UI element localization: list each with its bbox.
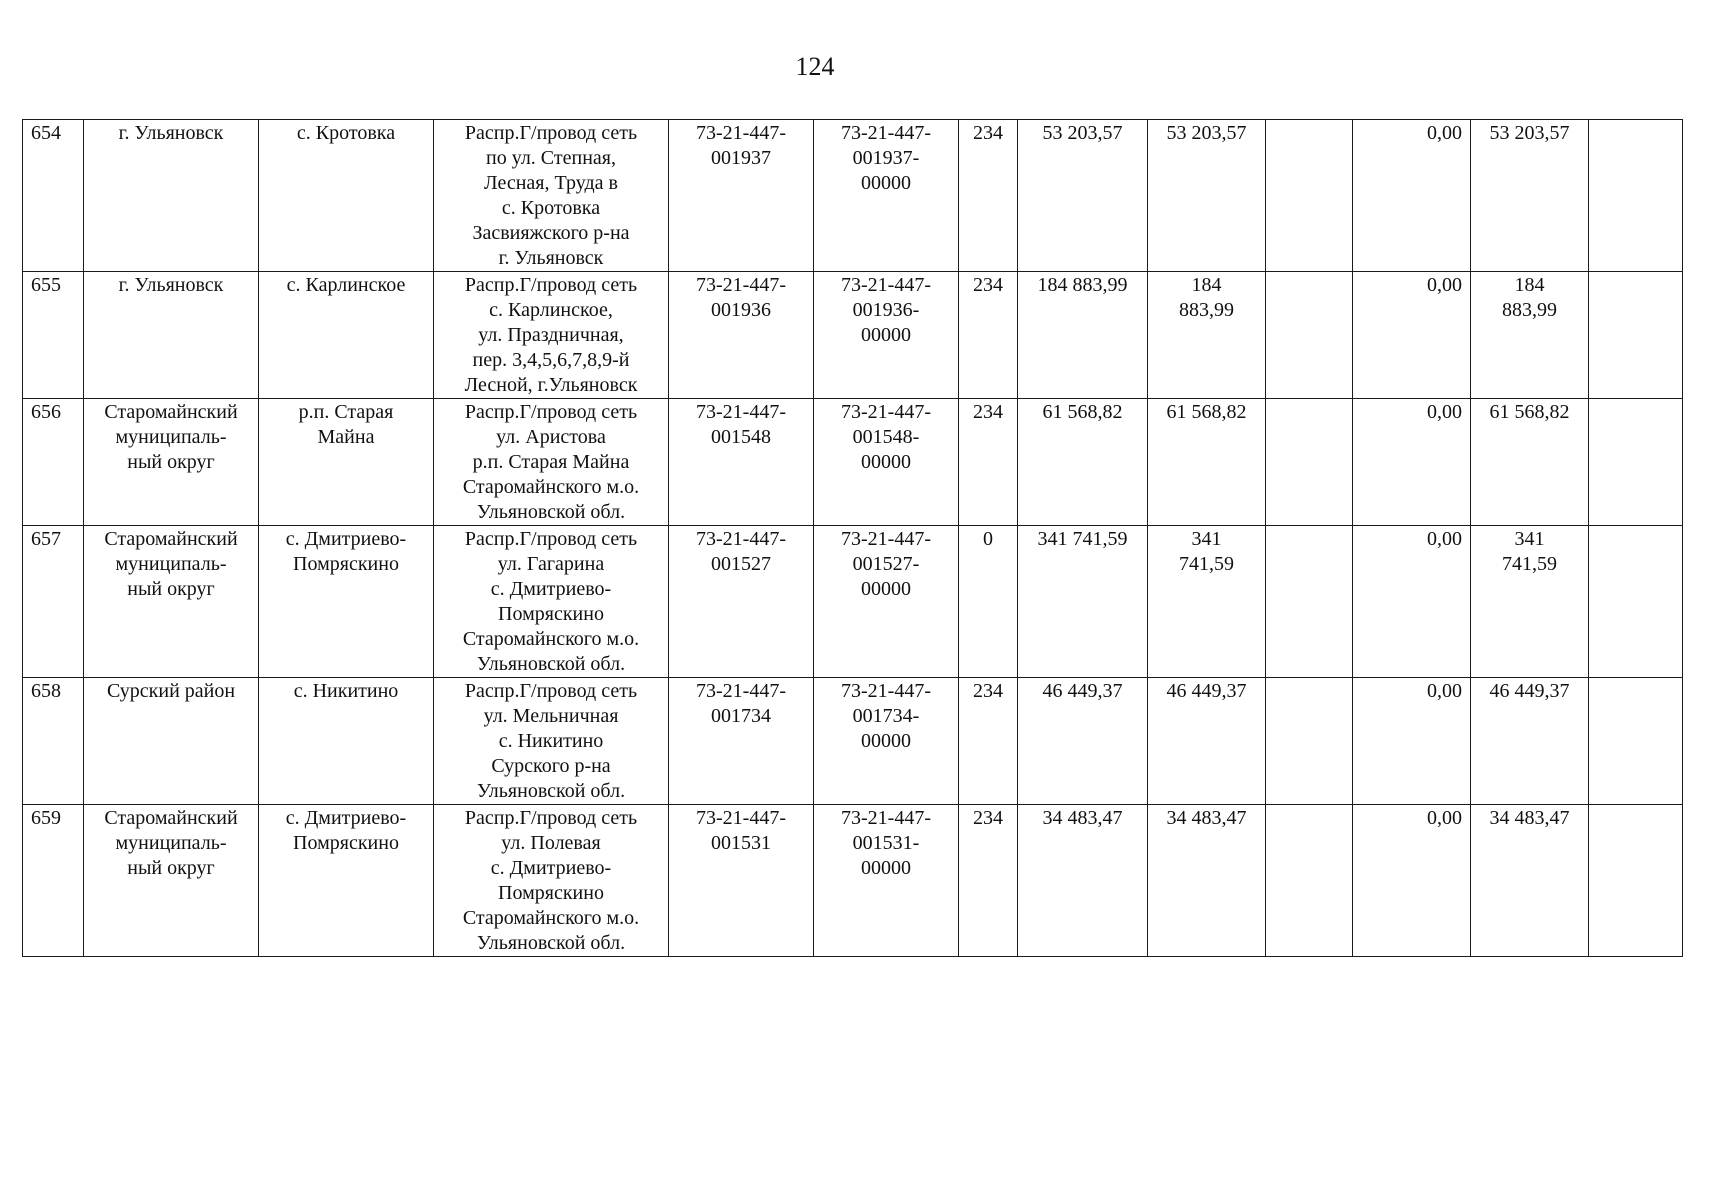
cell-inventory-number: 73-21-447- 001527	[669, 526, 814, 678]
cell-amortization: 61 568,82	[1148, 399, 1266, 526]
table-row	[23, 678, 1683, 805]
cell-initial-cost: 53 203,57	[1018, 120, 1148, 272]
cell-empty	[1589, 805, 1683, 957]
cell-inventory-number: 73-21-447- 001548	[669, 399, 814, 526]
table-row	[23, 805, 1683, 957]
table-row	[23, 272, 1683, 399]
cell-residual-value: 0,00	[1353, 120, 1471, 272]
cell-residual-value: 0,00	[1353, 805, 1471, 957]
table-row	[23, 120, 1683, 272]
cell-extra	[1266, 805, 1353, 957]
cell-amortization: 46 449,37	[1148, 678, 1266, 805]
cell-amortization: 34 483,47	[1148, 805, 1266, 957]
cell-total: 61 568,82	[1471, 399, 1589, 526]
cell-total: 34 483,47	[1471, 805, 1589, 957]
cell-amortization: 53 203,57	[1148, 120, 1266, 272]
cell-locality: с. Кротовка	[259, 120, 434, 272]
cell-number: 657	[23, 526, 84, 678]
cell-extra	[1266, 272, 1353, 399]
cell-code: 234	[959, 805, 1018, 957]
cell-object-name: Распр.Г/провод сеть ул. Мельничная с. Никитино Сурского р-на Ульяновской обл.	[434, 678, 669, 805]
cell-locality: с. Дмитриево- Помряскино	[259, 805, 434, 957]
cell-district: Старомайнский муниципаль- ный округ	[84, 526, 259, 678]
cell-code: 234	[959, 678, 1018, 805]
cell-object-name: Распр.Г/провод сеть ул. Полевая с. Дмитриево- Помряскино Старомайнского м.о. Ульяновской обл.	[434, 805, 669, 957]
cell-number: 655	[23, 272, 84, 399]
cell-residual-value: 0,00	[1353, 678, 1471, 805]
table-row	[23, 526, 1683, 678]
property-registry-table	[22, 119, 1683, 957]
cell-card-number: 73-21-447- 001531- 00000	[814, 805, 959, 957]
cell-locality: с. Карлинское	[259, 272, 434, 399]
cell-number: 659	[23, 805, 84, 957]
cell-empty	[1589, 399, 1683, 526]
cell-object-name: Распр.Г/провод сеть с. Карлинское, ул. Праздничная, пер. 3,4,5,6,7,8,9-й Лесной, г.Ульяновск	[434, 272, 669, 399]
cell-object-name: Распр.Г/провод сеть ул. Гагарина с. Дмитриево- Помряскино Старомайнского м.о. Ульяновской обл.	[434, 526, 669, 678]
cell-number: 656	[23, 399, 84, 526]
cell-initial-cost: 341 741,59	[1018, 526, 1148, 678]
cell-initial-cost: 46 449,37	[1018, 678, 1148, 805]
cell-initial-cost: 184 883,99	[1018, 272, 1148, 399]
cell-amortization: 184 883,99	[1148, 272, 1266, 399]
cell-district: Старомайнский муниципаль- ный округ	[84, 399, 259, 526]
cell-empty	[1589, 120, 1683, 272]
cell-district: Сурский район	[84, 678, 259, 805]
cell-empty	[1589, 678, 1683, 805]
cell-locality: р.п. Старая Майна	[259, 399, 434, 526]
cell-number: 658	[23, 678, 84, 805]
cell-residual-value: 0,00	[1353, 526, 1471, 678]
cell-code: 0	[959, 526, 1018, 678]
cell-total: 184 883,99	[1471, 272, 1589, 399]
page-number: 124	[795, 52, 835, 81]
cell-total: 53 203,57	[1471, 120, 1589, 272]
cell-locality: с. Никитино	[259, 678, 434, 805]
cell-total: 341 741,59	[1471, 526, 1589, 678]
cell-card-number: 73-21-447- 001937- 00000	[814, 120, 959, 272]
cell-code: 234	[959, 399, 1018, 526]
cell-object-name: Распр.Г/провод сеть по ул. Степная, Лесная, Труда в с. Кротовка Засвияжского р-на г. Ульяновск	[434, 120, 669, 272]
cell-inventory-number: 73-21-447- 001936	[669, 272, 814, 399]
cell-locality: с. Дмитриево- Помряскино	[259, 526, 434, 678]
cell-code: 234	[959, 272, 1018, 399]
cell-empty	[1589, 526, 1683, 678]
cell-total: 46 449,37	[1471, 678, 1589, 805]
cell-card-number: 73-21-447- 001936- 00000	[814, 272, 959, 399]
cell-card-number: 73-21-447- 001527- 00000	[814, 526, 959, 678]
cell-extra	[1266, 526, 1353, 678]
cell-extra	[1266, 120, 1353, 272]
cell-card-number: 73-21-447- 001734- 00000	[814, 678, 959, 805]
cell-initial-cost: 61 568,82	[1018, 399, 1148, 526]
cell-inventory-number: 73-21-447- 001734	[669, 678, 814, 805]
cell-district: г. Ульяновск	[84, 120, 259, 272]
cell-inventory-number: 73-21-447- 001937	[669, 120, 814, 272]
cell-initial-cost: 34 483,47	[1018, 805, 1148, 957]
cell-empty	[1589, 272, 1683, 399]
cell-residual-value: 0,00	[1353, 272, 1471, 399]
cell-residual-value: 0,00	[1353, 399, 1471, 526]
cell-district: Старомайнский муниципаль- ный округ	[84, 805, 259, 957]
cell-inventory-number: 73-21-447- 001531	[669, 805, 814, 957]
cell-amortization: 341 741,59	[1148, 526, 1266, 678]
cell-district: г. Ульяновск	[84, 272, 259, 399]
table-row	[23, 399, 1683, 526]
cell-number: 654	[23, 120, 84, 272]
cell-code: 234	[959, 120, 1018, 272]
cell-object-name: Распр.Г/провод сеть ул. Аристова р.п. Старая Майна Старомайнского м.о. Ульяновской обл.	[434, 399, 669, 526]
cell-extra	[1266, 399, 1353, 526]
cell-card-number: 73-21-447- 001548- 00000	[814, 399, 959, 526]
cell-extra	[1266, 678, 1353, 805]
